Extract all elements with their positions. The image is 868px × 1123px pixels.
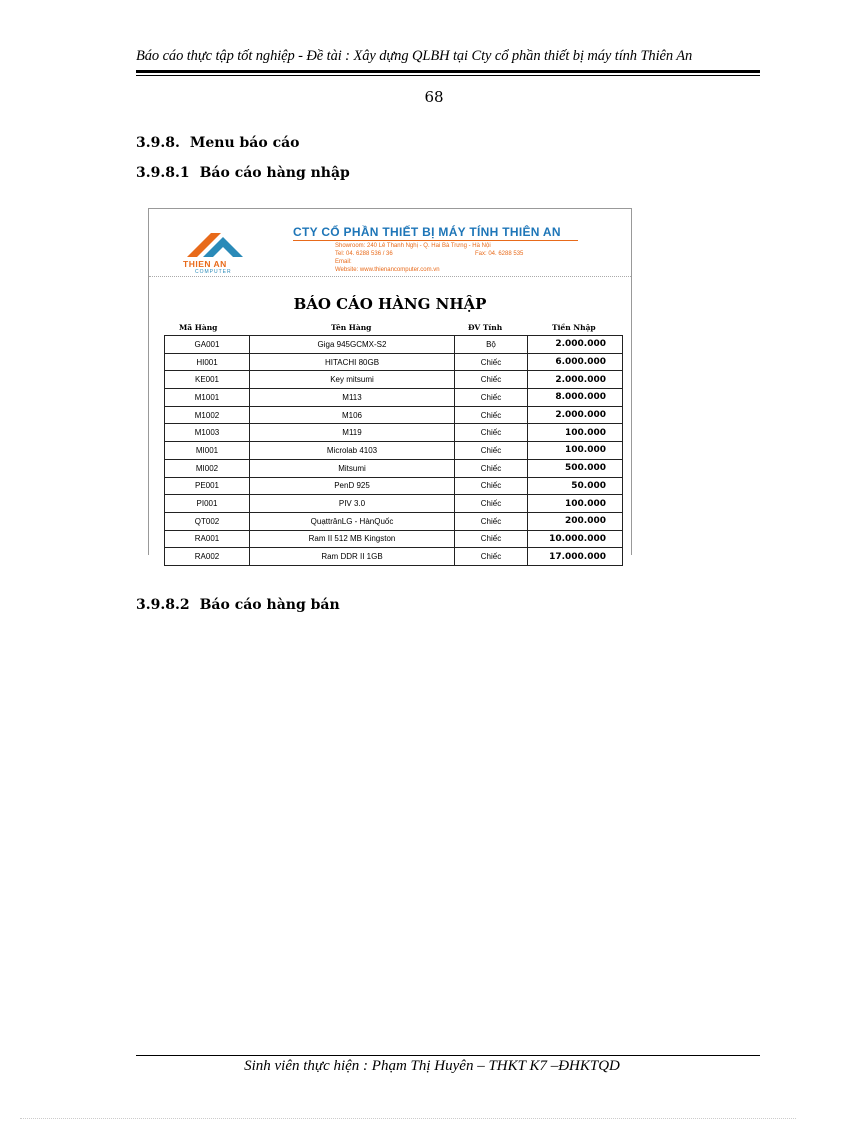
item-name: M119	[250, 424, 455, 442]
report-title: BÁO CÁO HÀNG NHẬP	[293, 295, 487, 313]
import-amount: 10.000.000	[528, 530, 623, 548]
table-row	[165, 442, 623, 460]
item-name: QuạttrânLG - HànQuốc	[250, 512, 455, 530]
table-row	[165, 530, 623, 548]
table-row	[165, 371, 623, 389]
section-title: Báo cáo hàng bán	[199, 597, 340, 613]
table-row	[165, 353, 623, 371]
unit: Chiếc	[455, 371, 528, 389]
page-bottom-edge	[20, 1118, 796, 1119]
item-code: KE001	[165, 371, 250, 389]
item-name: Ram II 512 MB Kingston	[250, 530, 455, 548]
email: Email:	[335, 259, 352, 265]
table-row	[165, 477, 623, 495]
page-number: 68	[424, 88, 444, 106]
import-amount: 100.000	[528, 442, 623, 460]
import-report-screenshot	[148, 208, 632, 562]
unit: Chiếc	[455, 389, 528, 407]
footer-rule	[136, 1055, 760, 1056]
item-name: PIV 3.0	[250, 495, 455, 513]
import-amount: 17.000.000	[528, 548, 623, 566]
item-code: PI001	[165, 495, 250, 513]
section-number: 3.9.8.2	[136, 597, 190, 613]
item-name: Key mitsumi	[250, 371, 455, 389]
phone: Tel: 04. 6288 536 / 36	[335, 251, 393, 257]
unit: Bộ	[455, 336, 528, 354]
import-report-table	[164, 335, 623, 566]
unit: Chiếc	[455, 353, 528, 371]
item-name: Mitsumi	[250, 459, 455, 477]
table-row	[165, 389, 623, 407]
unit: Chiếc	[455, 406, 528, 424]
import-amount: 2.000.000	[528, 406, 623, 424]
section-title: Báo cáo hàng nhập	[199, 165, 350, 181]
header-rule-thin	[136, 75, 760, 76]
table-row	[165, 424, 623, 442]
section-number: 3.9.8.1	[136, 165, 190, 181]
item-code: RA002	[165, 548, 250, 566]
item-code: RA001	[165, 530, 250, 548]
import-amount: 200.000	[528, 512, 623, 530]
table-row	[165, 406, 623, 424]
section-heading-menu	[136, 135, 300, 151]
item-code: M1002	[165, 406, 250, 424]
item-code: QT002	[165, 512, 250, 530]
import-amount: 100.000	[528, 495, 623, 513]
item-code: MI002	[165, 459, 250, 477]
import-amount: 100.000	[528, 424, 623, 442]
running-header: Báo cáo thực tập tốt nghiệp - Đề tài : Xây dựng QLBH tại Cty cổ phần thiết bị máy tính Thiên An	[136, 48, 693, 64]
unit: Chiếc	[455, 512, 528, 530]
item-name: Microlab 4103	[250, 442, 455, 460]
import-amount: 2.000.000	[528, 336, 623, 354]
section-number: 3.9.8.	[136, 135, 180, 151]
company-rule	[293, 240, 578, 241]
item-name: M106	[250, 406, 455, 424]
import-amount: 2.000.000	[528, 371, 623, 389]
item-code: HI001	[165, 353, 250, 371]
import-amount: 8.000.000	[528, 389, 623, 407]
import-amount: 6.000.000	[528, 353, 623, 371]
header-rule	[136, 70, 760, 73]
unit: Chiếc	[455, 530, 528, 548]
item-code: MI001	[165, 442, 250, 460]
item-code: GA001	[165, 336, 250, 354]
column-header: Tiền Nhập	[552, 323, 596, 332]
section-heading-sales-report	[136, 597, 340, 613]
column-header: Mã Hàng	[179, 323, 218, 332]
website: Website: www.thienancomputer.com.vn	[335, 267, 440, 273]
fax: Fax: 04. 6288 535	[475, 251, 524, 257]
item-code: M1003	[165, 424, 250, 442]
unit: Chiếc	[455, 477, 528, 495]
item-name: M113	[250, 389, 455, 407]
unit: Chiếc	[455, 442, 528, 460]
table-row	[165, 495, 623, 513]
report-separator	[149, 276, 631, 277]
import-amount: 500.000	[528, 459, 623, 477]
logo-subtext: COMPUTER	[195, 269, 232, 275]
table-row	[165, 459, 623, 477]
section-title: Menu báo cáo	[189, 135, 300, 151]
item-code: M1001	[165, 389, 250, 407]
running-footer: Sinh viên thực hiện : Phạm Thị Huyên – THKT K7 –ĐHKTQD	[244, 1058, 620, 1074]
showroom-address: Showroom: 240 Lê Thanh Nghị - Q. Hai Bà Trưng - Hà Nội	[335, 243, 491, 249]
column-header: ĐV Tính	[468, 323, 503, 332]
table-row	[165, 512, 623, 530]
item-code: PE001	[165, 477, 250, 495]
section-heading-import-report	[136, 165, 350, 181]
item-name: HITACHI 80GB	[250, 353, 455, 371]
column-header: Tên Hàng	[331, 323, 372, 332]
company-name: CTY CỔ PHẦN THIẾT BỊ MÁY TÍNH THIÊN AN	[293, 225, 561, 239]
unit: Chiếc	[455, 495, 528, 513]
unit: Chiếc	[455, 548, 528, 566]
item-name: Giga 945GCMX-S2	[250, 336, 455, 354]
logo-text: THIEN AN	[183, 259, 227, 269]
unit: Chiếc	[455, 459, 528, 477]
table-row	[165, 336, 623, 354]
import-amount: 50.000	[528, 477, 623, 495]
table-row	[165, 548, 623, 566]
item-name: Ram DDR II 1GB	[250, 548, 455, 566]
item-name: PenD 925	[250, 477, 455, 495]
unit: Chiếc	[455, 424, 528, 442]
